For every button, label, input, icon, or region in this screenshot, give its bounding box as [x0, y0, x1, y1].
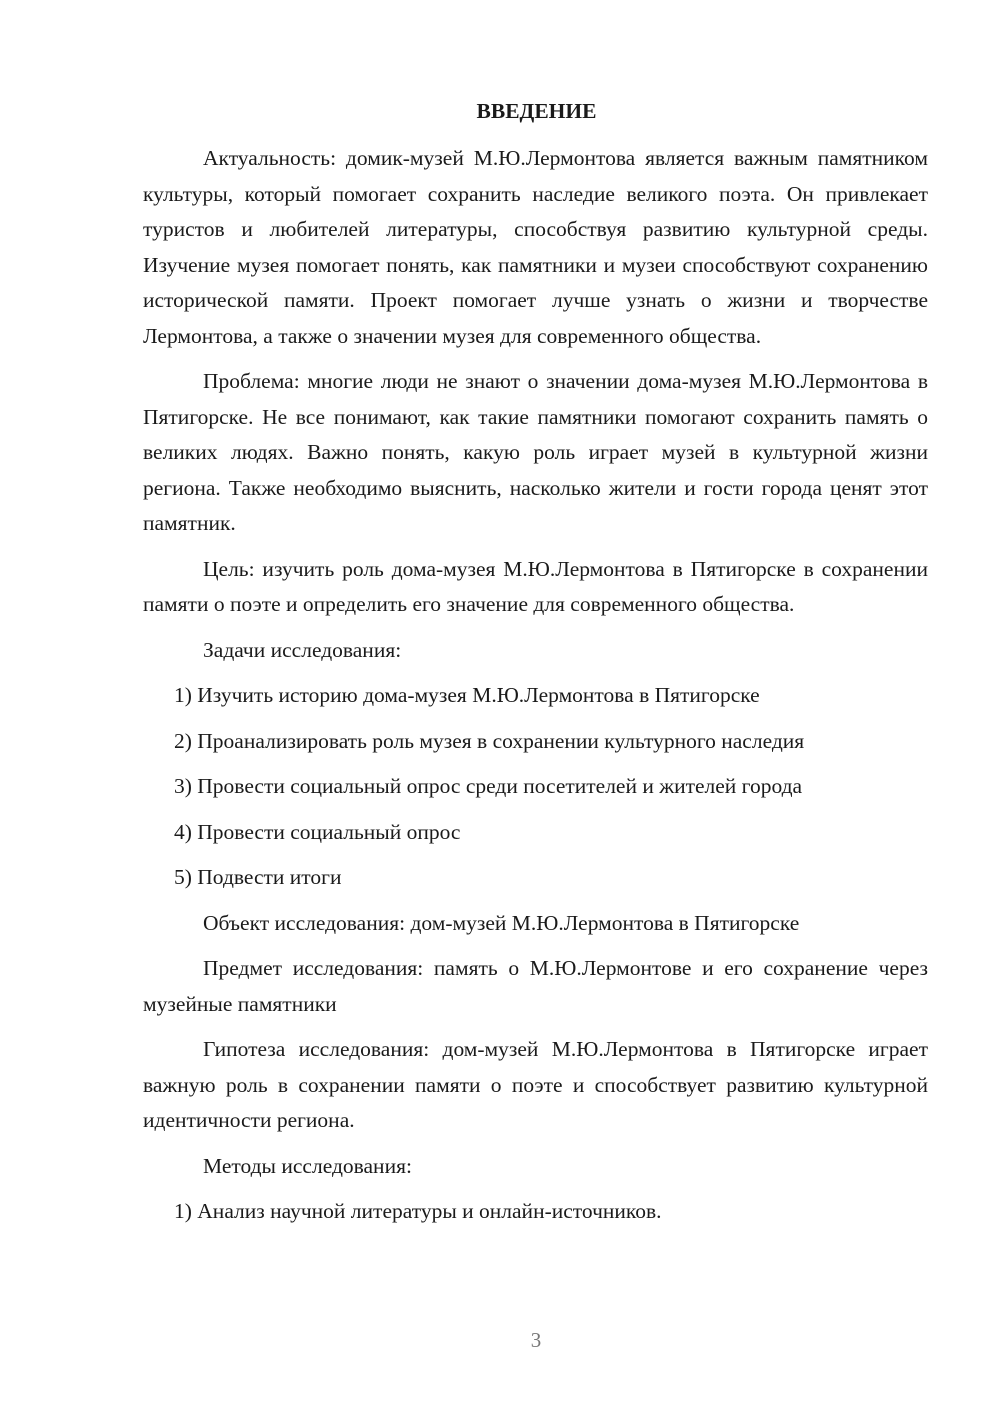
task-item-3: 3) Провести социальный опрос среди посетителей и жителей города — [174, 774, 803, 798]
object-paragraph: Объект исследования: дом-музей М.Ю.Лермонтова в Пятигорске — [203, 910, 800, 935]
task-item-2: 2) Проанализировать роль музея в сохранении культурного наследия — [174, 728, 805, 753]
goal-paragraph: Цель: изучить роль дома-музея М.Ю.Лермонтова в Пятигорске в сохранении памяти о поэте и определить его значение для современного общества. — [143, 556, 928, 616]
problem-paragraph: Проблема: многие люди не знают о значении дома-музея М.Ю.Лермонтова в Пятигорске. Не все понимают, как такие памятники помогают сохранить память о великих людях. Важно понять, какую роль играет музей в культурной жизни региона. Также необходимо выяснить, насколько жители и гости города ценят этот памятник. — [143, 369, 928, 535]
task-item-1: 1) Изучить историю дома-музея М.Ю.Лермонтова в Пятигорске — [174, 683, 760, 707]
page-title: ВВЕДЕНИЕ — [476, 99, 597, 123]
method-item-1: 1) Анализ научной литературы и онлайн-источников. — [174, 1199, 662, 1223]
page-number: 3 — [530, 1328, 542, 1352]
hypothesis-paragraph: Гипотеза исследования: дом-музей М.Ю.Лермонтова в Пятигорске играет важную роль в сохранении памяти о поэте и способствует развитию культурной идентичности региона. — [143, 1037, 928, 1132]
subject-paragraph: Предмет исследования: память о М.Ю.Лермонтове и его сохранение через музейные памятники — [143, 956, 928, 1016]
tasks-title: Задачи исследования: — [203, 637, 402, 662]
methods-title: Методы исследования: — [203, 1153, 412, 1178]
task-item-4: 4) Провести социальный опрос — [174, 819, 461, 844]
task-item-5: 5) Подвести итоги — [174, 865, 342, 889]
relevance-paragraph: Актуальность: домик-музей М.Ю.Лермонтова является важным памятником культуры, который помогает сохранить наследие великого поэта. Он привлекает туристов и любителей литературы, способствуя развитию культурной среды. Изучение музея помогает понять, как памятники и музеи способствуют сохранению исторической памяти. Проект помогает лучше узнать о жизни и творчестве Лермонтова, а также о значении музея для современного общества. — [143, 146, 928, 348]
document-body — [143, 94, 928, 1230]
